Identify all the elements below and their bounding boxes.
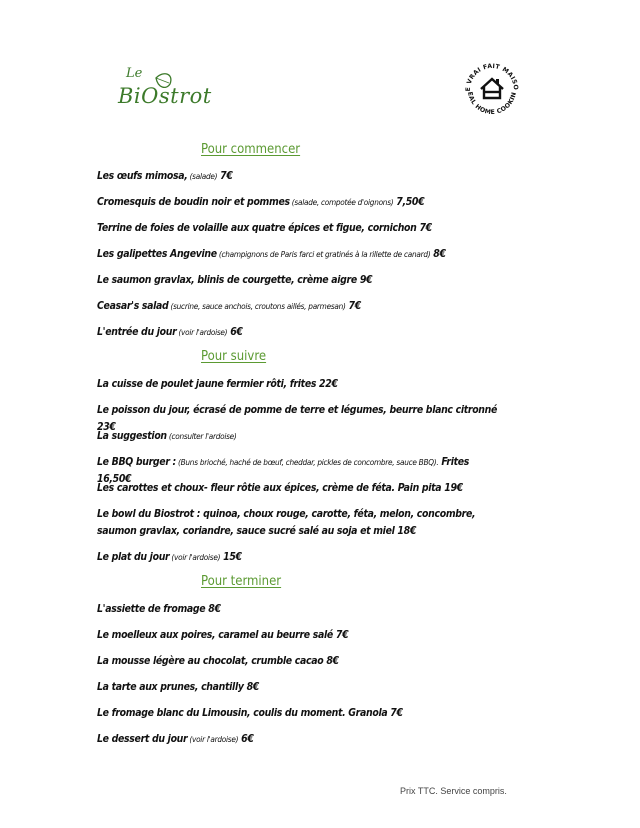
badge-top-text: E VRAI FAIT MAISO: [464, 62, 520, 92]
menu-item-price: 15€: [220, 552, 242, 563]
menu-item-description: (Buns brioché, haché de bœuf, cheddar, pickles de concombre, sauce BBQ).: [175, 458, 439, 467]
menu-item-price: 9€: [356, 275, 373, 286]
menu-item-description: (champignons de Paris farci et gratinés à la rillette de canard): [216, 250, 431, 259]
menu-item-price: 22€: [316, 379, 338, 390]
leaf-icon: [112, 72, 212, 120]
menu-item-price: 8€: [205, 604, 221, 615]
menu-item: [97, 601, 502, 618]
menu-item: [97, 679, 502, 696]
menu-item-name: La cuisse de poulet jaune fermier rôti, frites: [97, 379, 317, 390]
menu-item: [97, 653, 502, 670]
menu-item-price: 8€: [243, 682, 259, 693]
menu-item: [97, 705, 502, 722]
menu-item-price: 7€: [217, 171, 233, 182]
menu-item-description: (salade): [187, 172, 218, 181]
menu-item-price: 7€: [332, 630, 349, 641]
menu-item: [97, 428, 502, 445]
menu-item-name: Le BBQ burger :: [97, 457, 176, 468]
menu-item-name: La mousse légère au chocolat, crumble cacao: [97, 656, 324, 667]
menu-item-price: 19€: [441, 483, 463, 494]
section-title-mains: Pour suivre: [201, 349, 267, 364]
menu-item-price: 7€: [416, 223, 432, 234]
menu-item-description: (sucrine, sauce anchois, croutons aillés, parmesan): [168, 302, 346, 311]
menu-item-name: La suggestion: [97, 431, 167, 442]
menu-item-name: Le moelleux aux poires, caramel au beurre salé: [97, 630, 333, 641]
menu-item-name: La tarte aux prunes, chantilly: [97, 682, 244, 693]
menu-item-price: 6€: [238, 734, 254, 745]
menu-item: [97, 324, 502, 341]
menu-item: [97, 298, 502, 315]
menu-item-name: Les galipettes Angevine: [97, 249, 217, 260]
menu-item-name: Ceasar's salad: [97, 301, 169, 312]
menu-item: [97, 272, 502, 289]
section-title-starters: Pour commencer: [201, 142, 301, 157]
menu-item: [97, 627, 502, 644]
price-note: Prix TTC. Service compris.: [400, 786, 507, 796]
section-title-desserts: Pour terminer: [201, 574, 282, 589]
badge-bottom-text: EAL HOME COOKIN: [466, 91, 518, 117]
menu-item-price: Frites 16,50€: [97, 457, 470, 485]
menu-item-name: Les carottes et choux- fleur rôtie aux épices, crème de féta. Pain pita: [97, 483, 442, 494]
menu-item-description: (consulter l'ardoise): [166, 432, 237, 441]
menu-item-name: Terrine de foies de volaille aux quatre épices et figue, cornichon: [97, 223, 417, 234]
menu-item-name: Le bowl du Biostrot : quinoa, choux rouge, carotte, féta, melon, concombre, saumon gravlax, coriandre, sauce sucré salé au soja et miel: [97, 509, 476, 537]
menu-item-description: (voir l'ardoise): [169, 553, 221, 562]
menu-item-price: 7€: [345, 301, 361, 312]
menu-item-price: 7,50€: [393, 197, 425, 208]
menu-item: [97, 506, 502, 540]
menu-item-name: Cromesquis de boudin noir et pommes: [97, 197, 290, 208]
menu-item: [97, 480, 502, 497]
logo-prefix: Le: [126, 66, 143, 81]
menu-item: [97, 246, 502, 263]
menu-item-name: Le plat du jour: [97, 552, 170, 563]
menu-item-name: Les œufs mimosa,: [97, 171, 188, 182]
menu-item-description: (salade, compotée d'oignons): [289, 198, 394, 207]
menu-item-name: L'entrée du jour: [97, 327, 177, 338]
menu-item: [97, 731, 502, 748]
house-icon: [481, 79, 503, 98]
menu-item-price: 8€: [430, 249, 446, 260]
menu-item-price: 7€: [387, 708, 403, 719]
menu-item-name: Le poisson du jour, écrasé de pomme de terre et légumes, beurre blanc citronné: [97, 405, 498, 416]
menu-item: [97, 549, 502, 566]
menu-item-name: Le saumon gravlax, blinis de courgette, crème aigre: [97, 275, 357, 286]
menu-item: [97, 376, 502, 393]
logo-name: BiOstrot: [118, 84, 212, 108]
menu-item: [97, 220, 502, 237]
menu-item-price: 18€: [394, 526, 417, 537]
menu-item-description: (voir l'ardoise): [187, 735, 239, 744]
menu-item: [97, 168, 502, 185]
restaurant-logo: [112, 66, 212, 120]
fait-maison-badge: [460, 58, 524, 122]
menu-item-price: 8€: [323, 656, 339, 667]
menu-item-name: Le fromage blanc du Limousin, coulis du moment. Granola: [97, 708, 388, 719]
menu-item: [97, 194, 502, 211]
menu-item-price: 6€: [227, 327, 243, 338]
menu-item-name: L'assiette de fromage: [97, 604, 206, 615]
menu-item-name: Le dessert du jour: [97, 734, 188, 745]
menu-item-price: 23€: [97, 422, 116, 433]
menu-item-description: (voir l'ardoise): [176, 328, 228, 337]
